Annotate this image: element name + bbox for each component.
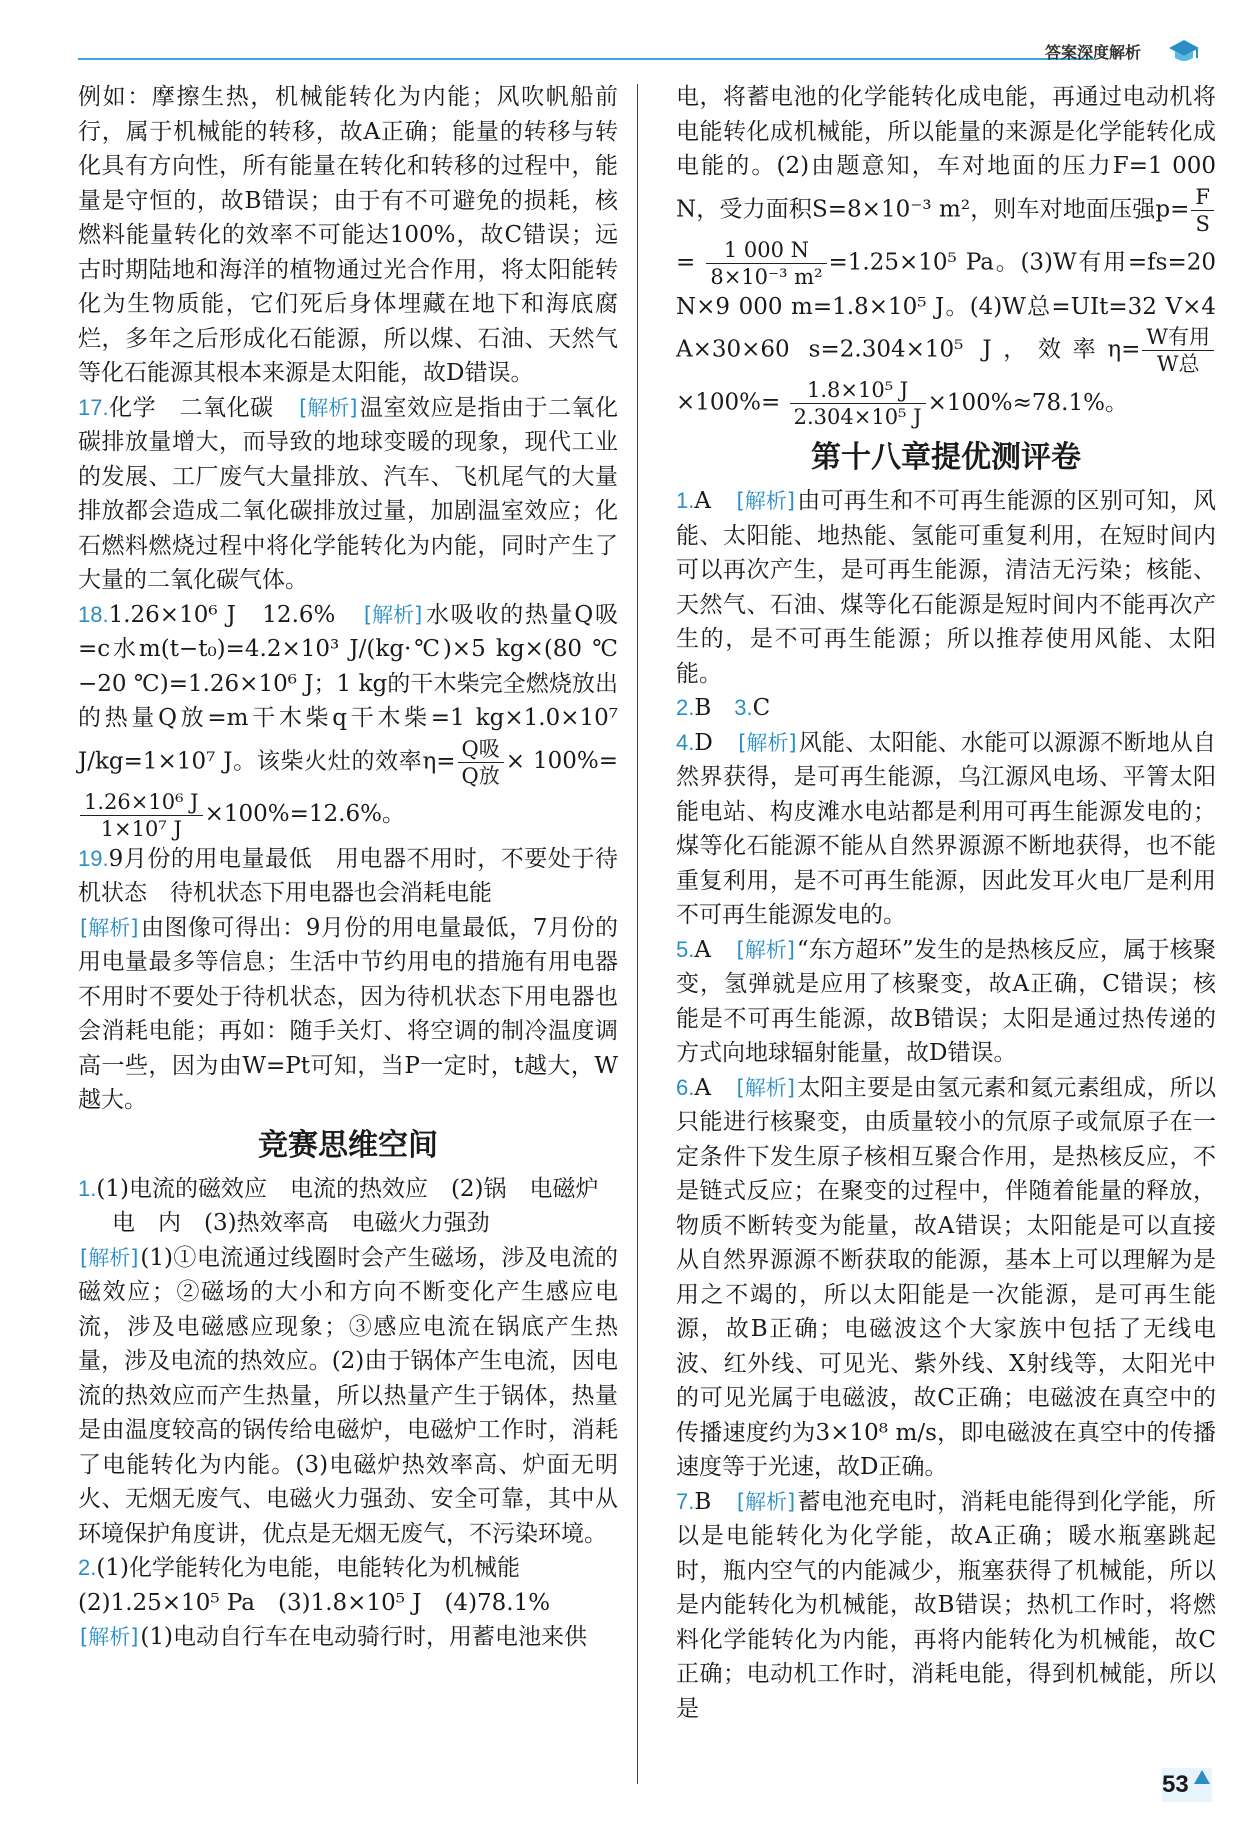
analysis-tag: [ 解析 ] [78,1620,140,1655]
analysis-tag: [ 解析 ] [735,1071,797,1106]
efficiency-fraction: $\frac{\text{W有用}}{\text{W总}}$ [1142,324,1214,377]
right-column [676,80,1216,1726]
item-number: 1. [676,488,695,513]
item-explanation: 太阳主要是由氢元素和氦元素组成，所以只能进行核聚变，由质量较小的氘原子或氚原子在一定条件下发生原子核相互聚合作用，是热核反应，不是链式反应；在聚变的过程中，伴随着能量的释放，物质不断转变为能量，故A错误；太阳能是可以直接从自然界源源不断获取的能源，基本上可以理解为是用之不竭的，所以太阳能是一次能源，是可再生能源，故B正确；电磁波这个大家族中包括了无线电波、红外线、可见光、紫外线、X射线等，太阳光中的可见光属于电磁波，故C正确；电磁波在真空中的传播速度约为3×10⁸ m/s，即电磁波在真空中的传播速度等于光速，故D正确。 [676,1074,1217,1480]
item-explanation: 水吸收的热量Q吸=c水m(t−t₀)=4.2×10³ J/(kg·℃)×5 kg×(80 ℃−20 ℃)=1.26×10⁶ J；1 kg的干木柴完全燃烧放出的热量Q放=m干木柴q干木柴=1 kg×1.0×10⁷ J/kg=1×10⁷ J。该柴火灶的效率η= [78,601,619,774]
answer-item-18: 18.1.26×10⁶ J 12.6% [ 解析 ] 水吸收的热量Q吸=c水m(t−t₀)=4.2×10³ J/(kg·℃)×5 kg×(80 ℃−20 ℃)=1.26×10⁶ J；1 kg的干木柴完全燃烧放出的热量Q放=m干木柴q干木柴=1 kg×1.0×10⁷ J/kg=1×10⁷ J。该柴火灶的效率η= $\frac{\text{Q吸}}{\text{Q放}}$ × 100%= $\frac{\text{1.26×10⁶ J}}{\text{1×10⁷ J}}$ ×100%=12.6%。 [78,598,618,842]
analysis-tag: [ 解析 ] [78,1241,140,1276]
analysis-tag: [ 解析 ] [78,911,140,946]
item-number: 19. [78,845,109,871]
test-item-7 [676,1485,1216,1727]
answer-item-19 [78,842,618,1118]
analysis-tag: [ 解析 ] [362,598,424,633]
item-answer: 化学 二氧化碳 [108,394,274,421]
item-answer: A [694,1074,711,1101]
test-item-5 [676,933,1216,1071]
item-number: 3. [734,695,753,720]
item-answer: 9月份的用电量最低 用电器不用时，不要处于待机状态 待机状态下用电器也会消耗电能 [78,845,618,906]
item-answer: (1)化学能转化为电能，电能转化为机械能 [96,1555,520,1581]
analysis-tag: [ 解析 ] [297,391,359,426]
item-answer: A [694,488,711,514]
column-divider [637,84,638,1784]
item-number: 18. [78,601,109,627]
left-continued-paragraph: 例如：摩擦生热，机械能转化为内能；风吹帆船前行，属于机械能的转移，故A正确；能量的转移与转化具有方向性，所有能量在转化和转移的过程中，能量是守恒的，故B错误；由于有不可避免的损耗，核燃料能量转化的效率不可能达100%，故C错误；远古时期陆地和海洋的植物通过光合作用，将太阳能转化为生物质能，它们死后身体埋藏在地下和海底腐烂，多年之后形成化石能源，所以煤、石油、天然气等化石能源其根本来源是太阳能，故D错误。 [78,84,618,386]
item-number: 17. [78,394,109,420]
item-number: 5. [676,936,695,962]
item-explanation: 由图像可得出：9月份的用电量最低，7月份的用电量最多等信息；生活中节约用电的措施有用电器不用时不要处于待机状态，因为待机状态下用电器也会消耗电能；再如：随手关灯、将空调的制冷温度调高一些，因为由W=Pt可知，当P一定时，t越大，W越大。 [78,914,618,1113]
item-answer-cont: (2)1.25×10⁵ Pa (3)1.8×10⁵ J (4)78.1% [78,1589,551,1616]
competition-item-1 [78,1172,618,1552]
header-rule [78,58,1093,60]
formula-line: $\frac{\text{1.8×10⁵ J}}{\text{2.304×10⁵ J}}$ ×100%≈78.1%。 [788,390,1128,416]
page-number: 53 [1162,1768,1212,1802]
item-explanation: (1)①电流通过线圈时会产生磁场，涉及电流的磁效应；②磁场的大小和方向不断变化产生感应电流，涉及电磁感应现象；③感应电流在锅底产生热量，涉及电流的热效应。(2)由于锅体产生电流，因电流的热效应而产生热量，所以热量产生于锅体，热量是由温度较高的锅传给电磁炉，电磁炉工作时，消耗了电能转化为内能。(3)电磁炉热效率高、炉面无明火、无烟无废气、电磁火力强劲、安全可靠，其中从环境保护角度讲，优点是无烟无废气，不污染环境。 [78,1244,618,1547]
item-answer: (1)电流的磁效应 电流的热效应 (2)锅 电磁炉 [96,1175,599,1202]
efficiency-calc-fraction: $\frac{\text{1.8×10⁵ J}}{\text{2.304×10⁵ J}}$ [790,377,926,430]
item-explanation: 风能、太阳能、水能可以源源不断地从自然界获得，是可再生能源，乌江源风电场、平箐太阳能电站、构皮滩水电站都是利用可再生能源发电的；煤等化石能源不能从自然界源源不断地获得，也不能重复利用，是不可再生能源，因此发耳火电厂是利用不可再生能源发电的。 [676,729,1217,928]
header-title: 答案深度解析 [1045,43,1142,62]
test-item-6 [676,1071,1216,1485]
answer-item-17 [78,391,618,598]
item-number: 6. [676,1074,695,1100]
efficiency-calc-fraction: $\frac{\text{1.26×10⁶ J}}{\text{1×10⁷ J}}$ [80,789,203,842]
competition-item-2 [78,1551,618,1655]
right-continued-paragraph: 电，将蓄电池的化学能转化成电能，再通过电动机将电能转化成机械能，所以能量的来源是化学能转化成电能的。(2)由题意知，车对地面的压力F=1 000 N，受力面积S=8×10⁻³ m²，则车对地面压强p= $\frac{F}{S}$ = $\frac{1 000 N}{\text{8×10⁻³ m²}}$ =1.25×10⁵ Pa。(3)W有用=fs=20 N×9 000 m=1.8×10⁵ J。(4)W总=UIt=32 V×4 A×30×60 s=2.304×10⁵ J，效率η= $\frac{\text{W有用}}{\text{W总}}$ ×100%= $\frac{\text{1.8×10⁵ J}}{\text{2.304×10⁵ J}}$ ×100%≈78.1%。 [676,84,1216,429]
analysis-tag: [ 解析 ] [735,484,797,519]
item-explanation: 温室效应是指由于二氧化碳排放量增大，而导致的地球变暖的现象，现代工业的发展、工厂废气大量排放、汽车、飞机尾气的大量排放都会造成二氧化碳排放过量，加剧温室效应；化石燃料燃烧过程中将化学能转化为内能，同时产生了大量的二氧化碳气体。 [78,394,618,593]
item-number: 4. [676,729,695,755]
item-number: 2. [78,1555,97,1580]
analysis-tag: [ 解析 ] [736,726,798,761]
item-answer: B [694,695,712,721]
item-number: 1. [78,1175,97,1201]
item-answer-cont: 电 内 (3)热效率高 电磁火力强劲 [112,1210,490,1236]
item-number: 2. [676,695,695,720]
item-answer: A [694,936,711,963]
page-arrow-icon [1194,1770,1210,1784]
pressure-fraction: $\frac{F}{S}$ [1191,184,1214,237]
item-answer: B [694,1488,712,1515]
section-title: 竞赛思维空间 [258,1127,438,1163]
formula-line: 100%= $\frac{\text{1.26×10⁶ J}}{\text{1×10⁷ J}}$ ×100%=12.6%。 [78,748,618,827]
item-explanation: 由可再生和不可再生能源的区别可知，风能、太阳能、地热能、氢能可重复利用，在短时间内可以再次产生，是可再生能源，清洁无污染；核能、天然气、石油、煤等化石能源是短时间内不能再次产生的，是不可再生能源；所以推荐使用风能、太阳能。 [676,488,1217,687]
left-column [78,80,618,1655]
item-number: 7. [676,1488,695,1514]
section-title: 第十八章提优测评卷 [811,440,1081,475]
item-answer: C [752,695,771,721]
item-answer: 1.26×10⁶ J 12.6% [108,601,336,628]
pressure-calc-fraction: $\frac{1 000 N}{\text{8×10⁻³ m²}}$ [706,237,826,290]
item-answer: D [694,729,713,756]
item-explanation: 蓄电池充电时，消耗电能得到化学能，所以是电能转化为化学能，故A正确；暖水瓶塞跳起时，瓶内空气的内能减少，瓶塞获得了机械能，所以是内能转化为机械能，故B错误；热机工作时，将燃料化学能转化为内能，再将内能转化为机械能，故C正确；电动机工作时，消耗电能，得到机械能，所以是 [676,1488,1217,1722]
analysis-tag: [ 解析 ] [735,933,797,968]
item-explanation: (1)电动自行车在电动骑行时，用蓄电池来供 [140,1624,587,1650]
formula-line [704,237,828,289]
test-item-1 [676,484,1216,691]
test-item-2-3 [676,691,1216,726]
analysis-tag: [ 解析 ] [735,1485,797,1520]
item-explanation: “东方超环”发生的是热核反应，属于核聚变，氢弹就是应用了核聚变，故A正确，C错误；核能是不可再生能源，故B错误；太阳是通过热传递的方式向地球辐射能量，故D错误。 [676,936,1216,1066]
graduation-cap-icon [1168,38,1200,66]
efficiency-fraction: $\frac{\text{Q吸}}{\text{Q放}}$ [458,736,504,789]
test-item-4 [676,726,1216,933]
